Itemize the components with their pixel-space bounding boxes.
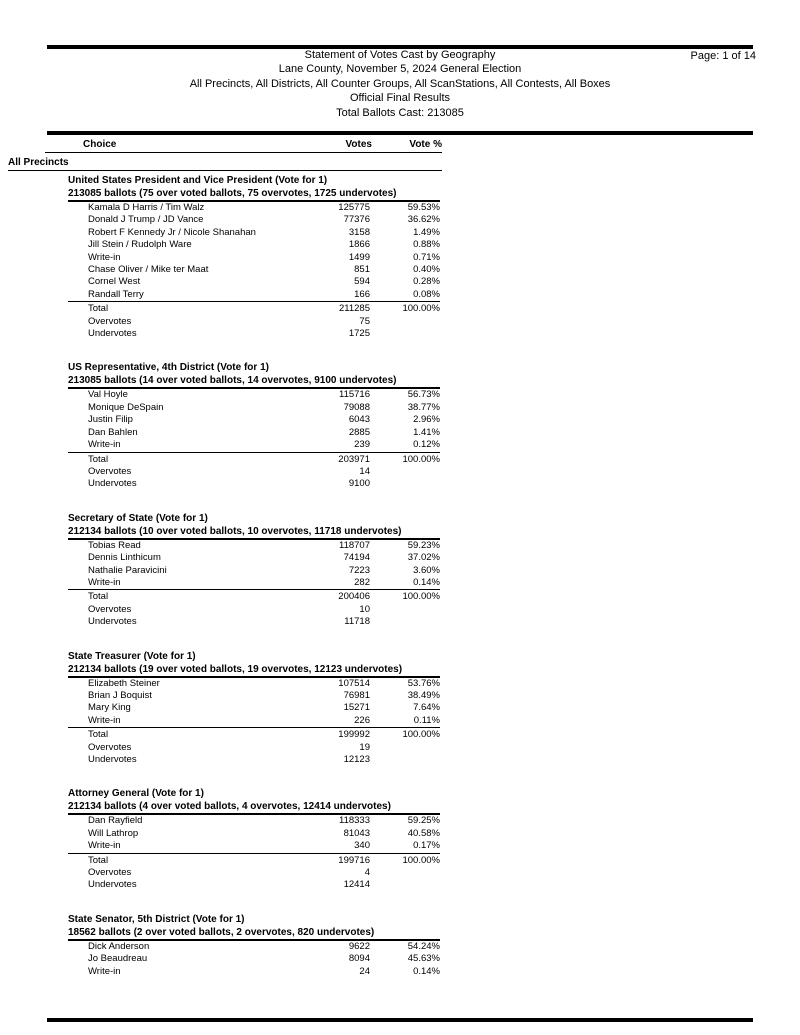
choice-name: Overvotes [88, 465, 132, 477]
choice-name: Jo Beaudreau [88, 953, 148, 965]
choice-row [68, 678, 440, 690]
choice-vote-pct: 0.40% [413, 264, 440, 276]
contest-ballots-summary: 18562 ballots (2 over voted ballots, 2 overvotes, 820 undervotes) [68, 926, 440, 941]
choice-votes: 203971 [338, 453, 370, 465]
contest-block [68, 787, 440, 891]
choice-votes: 74194 [343, 552, 370, 564]
choice-vote-pct: 59.53% [407, 202, 440, 213]
choice-name: Undervotes [88, 328, 137, 340]
summary-row [68, 604, 440, 616]
summary-rows [68, 453, 440, 491]
choice-name: Write-in [88, 439, 121, 451]
choice-vote-pct: 0.17% [413, 840, 440, 852]
choice-vote-pct [370, 742, 440, 754]
choice-votes: 14 [359, 465, 370, 477]
choice-row [68, 214, 440, 226]
header-divider-rule [47, 131, 753, 135]
summary-row [68, 742, 440, 754]
choice-votes: 1499 [348, 251, 370, 263]
choice-vote-pct: 1.41% [413, 426, 440, 438]
choice-vote-pct: 0.88% [413, 239, 440, 251]
choice-row [68, 565, 440, 577]
choice-votes: 226 [354, 714, 370, 726]
choice-votes: 10 [359, 603, 370, 615]
choice-row [68, 552, 440, 564]
table-column-header [45, 139, 442, 153]
choice-name: Total [88, 303, 109, 315]
choice-row [68, 239, 440, 251]
column-header-votes: Votes [345, 139, 372, 150]
choice-vote-pct: 3.60% [413, 564, 440, 576]
choice-rows [68, 540, 440, 591]
choice-name: Elizabeth Steiner [88, 677, 160, 689]
choice-row [68, 966, 440, 978]
choice-votes: 211285 [339, 303, 370, 315]
contest-block [68, 650, 440, 767]
choice-vote-pct: 59.23% [407, 539, 440, 551]
choice-votes: 594 [354, 276, 370, 288]
choice-row [68, 828, 440, 840]
choice-votes: 199716 [338, 854, 370, 866]
report-title: Statement of Votes Cast by Geography [304, 49, 496, 61]
choice-votes: 7223 [348, 564, 370, 576]
choice-row [68, 840, 440, 852]
contest-block [68, 913, 440, 978]
choice-vote-pct [370, 754, 440, 766]
choice-name: Will Lathrop [88, 827, 139, 839]
choice-votes: 282 [354, 576, 370, 588]
choice-name: Undervotes [88, 754, 137, 765]
choice-name: Dan Rayfield [88, 815, 143, 827]
choice-votes: 125775 [338, 202, 370, 213]
choice-rows [68, 678, 440, 729]
choice-name: Jill Stein / Rudolph Ware [88, 239, 192, 251]
contest-ballots-summary: 212134 ballots (19 over voted ballots, 19 overvotes, 12123 undervotes) [68, 663, 440, 678]
choice-vote-pct: 0.28% [413, 276, 440, 288]
choice-name: Monique DeSpain [88, 401, 164, 413]
choice-vote-pct [370, 478, 440, 490]
choice-vote-pct: 36.62% [407, 214, 440, 226]
choice-vote-pct: 54.24% [407, 940, 440, 952]
choice-name: Total [88, 854, 109, 866]
contest-title: State Senator, 5th District (Vote for 1) [68, 913, 245, 925]
choice-row [68, 953, 440, 965]
choice-votes: 79088 [343, 401, 370, 413]
choice-votes: 239 [354, 439, 370, 451]
summary-row [68, 328, 440, 340]
choice-vote-pct [370, 616, 440, 628]
choice-name: Write-in [88, 576, 121, 588]
choice-row [68, 227, 440, 239]
choice-name: Brian J Boquist [88, 689, 152, 701]
choice-vote-pct [370, 316, 440, 328]
choice-row [68, 439, 440, 451]
choice-vote-pct: 0.12% [413, 439, 440, 451]
choice-name: Write-in [88, 251, 121, 263]
choice-votes: 115716 [339, 389, 370, 401]
summary-rows [68, 590, 440, 628]
choice-name: Kamala D Harris / Tim Walz [88, 202, 205, 213]
choice-vote-pct: 1.49% [413, 226, 440, 238]
contest-title: State Treasurer (Vote for 1) [68, 650, 196, 662]
choice-votes: 6043 [348, 414, 370, 426]
choice-votes: 12123 [343, 754, 370, 765]
choice-vote-pct: 0.71% [413, 251, 440, 263]
choice-votes: 76981 [343, 689, 370, 701]
choice-vote-pct: 59.25% [407, 815, 440, 827]
choice-vote-pct: 2.96% [413, 414, 440, 426]
choice-name: Donald J Trump / JD Vance [88, 214, 204, 226]
contest-block [68, 174, 440, 340]
report-subtitle-election: Lane County, November 5, 2024 General Election [278, 63, 522, 76]
summary-row [68, 879, 440, 891]
report-subtitle-status: Official Final Results [349, 92, 451, 105]
choice-votes: 1866 [348, 239, 370, 251]
choice-name: Write-in [88, 840, 121, 852]
choice-vote-pct: 7.64% [413, 702, 440, 714]
choice-vote-pct: 0.14% [413, 576, 440, 588]
choice-votes: 118707 [339, 539, 370, 551]
choice-name: Chase Oliver / Mike ter Maat [88, 264, 209, 276]
choice-row [68, 690, 440, 702]
choice-row [68, 252, 440, 264]
choice-name: Nathalie Paravicini [88, 564, 167, 576]
summary-rows [68, 854, 440, 892]
choice-row [68, 577, 440, 589]
choice-name: Dennis Linthicum [88, 552, 161, 564]
choice-rows [68, 202, 440, 302]
choice-name: Undervotes [88, 616, 137, 628]
summary-row [68, 303, 440, 315]
choice-votes: 9622 [348, 940, 370, 952]
choice-vote-pct: 38.77% [407, 401, 440, 413]
choice-vote-pct: 0.08% [413, 288, 440, 300]
choice-name: Overvotes [88, 315, 132, 327]
report-subtitle-filters: All Precincts, All Districts, All Counter Groups, All ScanStations, All Contests, All Boxes [189, 77, 611, 90]
choice-votes: 3158 [348, 226, 370, 238]
page-number-label: Page: 1 of 14 [690, 50, 756, 62]
choice-name: Write-in [88, 714, 121, 726]
choice-row [68, 414, 440, 426]
choice-name: Dick Anderson [88, 940, 150, 952]
choice-rows [68, 815, 440, 853]
summary-row [68, 316, 440, 328]
choice-votes: 200406 [338, 591, 370, 603]
choice-vote-pct [370, 328, 440, 340]
bottom-rule [47, 1018, 753, 1022]
choice-votes: 77376 [343, 214, 370, 226]
choice-name: Dan Bahlen [88, 426, 138, 438]
choice-vote-pct [370, 466, 440, 478]
contest-list [0, 174, 800, 999]
choice-name: Overvotes [88, 603, 132, 615]
contest-title: United States President and Vice President (Vote for 1) [68, 175, 328, 186]
choice-row [68, 715, 440, 727]
choice-vote-pct: 40.58% [407, 827, 440, 839]
choice-row [68, 941, 440, 953]
choice-vote-pct [370, 604, 440, 616]
contest-ballots-summary: 213085 ballots (14 over voted ballots, 14 overvotes, 9100 undervotes) [68, 374, 440, 389]
choice-vote-pct: 53.76% [407, 677, 440, 689]
summary-row [68, 754, 440, 766]
summary-row [68, 466, 440, 478]
choice-rows [68, 941, 440, 978]
summary-rows [68, 728, 440, 766]
choice-vote-pct: 0.14% [413, 965, 440, 977]
contest-ballots-summary: 212134 ballots (4 over voted ballots, 4 overvotes, 12414 undervotes) [68, 800, 440, 815]
choice-name: Total [88, 729, 109, 741]
choice-row [68, 276, 440, 288]
choice-row [68, 289, 440, 301]
contest-ballots-summary: 212134 ballots (10 over voted ballots, 10 overvotes, 11718 undervotes) [68, 525, 440, 540]
choice-votes: 81043 [343, 827, 370, 839]
choice-vote-pct: 100.00% [402, 729, 440, 741]
choice-row [68, 540, 440, 552]
choice-name: Robert F Kennedy Jr / Nicole Shanahan [88, 226, 256, 238]
summary-row [68, 855, 440, 867]
choice-votes: 8094 [348, 953, 370, 965]
choice-row [68, 427, 440, 439]
choice-name: Write-in [88, 965, 121, 977]
choice-name: Undervotes [88, 478, 137, 490]
choice-name: Overvotes [88, 741, 132, 753]
choice-name: Justin Filip [88, 414, 133, 426]
choice-row [68, 264, 440, 276]
choice-vote-pct: 38.49% [407, 689, 440, 701]
summary-row [68, 729, 440, 741]
choice-votes: 118333 [339, 815, 370, 827]
choice-votes: 9100 [348, 478, 370, 490]
choice-votes: 15271 [343, 702, 370, 714]
choice-name: Cornel West [88, 276, 141, 288]
choice-votes: 107514 [338, 677, 370, 689]
choice-vote-pct: 56.73% [407, 389, 440, 401]
choice-name: Overvotes [88, 867, 132, 879]
choice-name: Val Hoyle [88, 389, 128, 401]
contest-ballots-summary: 213085 ballots (75 over voted ballots, 75 overvotes, 1725 undervotes) [68, 187, 440, 202]
summary-row [68, 867, 440, 879]
contest-block [68, 512, 440, 629]
summary-row [68, 478, 440, 490]
choice-vote-pct [370, 879, 440, 891]
contest-title: US Representative, 4th District (Vote for 1) [68, 362, 269, 374]
choice-vote-pct: 37.02% [407, 552, 440, 564]
contest-block [68, 361, 440, 490]
summary-row [68, 616, 440, 628]
choice-name: Mary King [88, 702, 131, 714]
choice-row [68, 202, 440, 214]
choice-vote-pct: 100.00% [402, 453, 440, 465]
choice-votes: 4 [364, 867, 370, 879]
report-total-ballots: Total Ballots Cast: 213085 [336, 106, 464, 119]
choice-row [68, 402, 440, 414]
choice-votes: 1725 [348, 328, 370, 340]
choice-votes: 12414 [343, 879, 370, 891]
choice-votes: 340 [354, 840, 370, 852]
summary-row [68, 454, 440, 466]
choice-votes: 2885 [348, 426, 370, 438]
choice-votes: 166 [354, 288, 370, 300]
choice-row [68, 815, 440, 827]
summary-rows [68, 302, 440, 340]
choice-name: Total [88, 453, 109, 465]
choice-name: Tobias Read [88, 539, 141, 551]
choice-vote-pct: 100.00% [402, 591, 440, 603]
choice-votes: 19 [359, 741, 370, 753]
choice-votes: 11718 [344, 616, 370, 628]
geography-label: All Precincts [8, 157, 442, 171]
summary-row [68, 591, 440, 603]
contest-title: Attorney General (Vote for 1) [68, 788, 204, 800]
choice-vote-pct: 45.63% [407, 953, 440, 965]
choice-row [68, 389, 440, 401]
choice-votes: 24 [359, 965, 370, 977]
choice-row [68, 702, 440, 714]
column-header-vote-pct: Vote % [409, 139, 442, 150]
choice-vote-pct [370, 867, 440, 879]
choice-vote-pct: 100.00% [402, 854, 440, 866]
column-header-choice: Choice [83, 139, 117, 150]
choice-rows [68, 389, 440, 452]
choice-votes: 851 [354, 264, 370, 276]
report-header [0, 48, 800, 120]
contest-title: Secretary of State (Vote for 1) [68, 512, 208, 524]
choice-vote-pct: 0.11% [413, 714, 440, 726]
choice-vote-pct: 100.00% [402, 303, 440, 315]
choice-votes: 75 [359, 315, 370, 327]
choice-name: Total [88, 591, 109, 603]
choice-votes: 199992 [338, 729, 370, 741]
choice-name: Randall Terry [88, 288, 144, 300]
choice-name: Undervotes [88, 879, 137, 891]
